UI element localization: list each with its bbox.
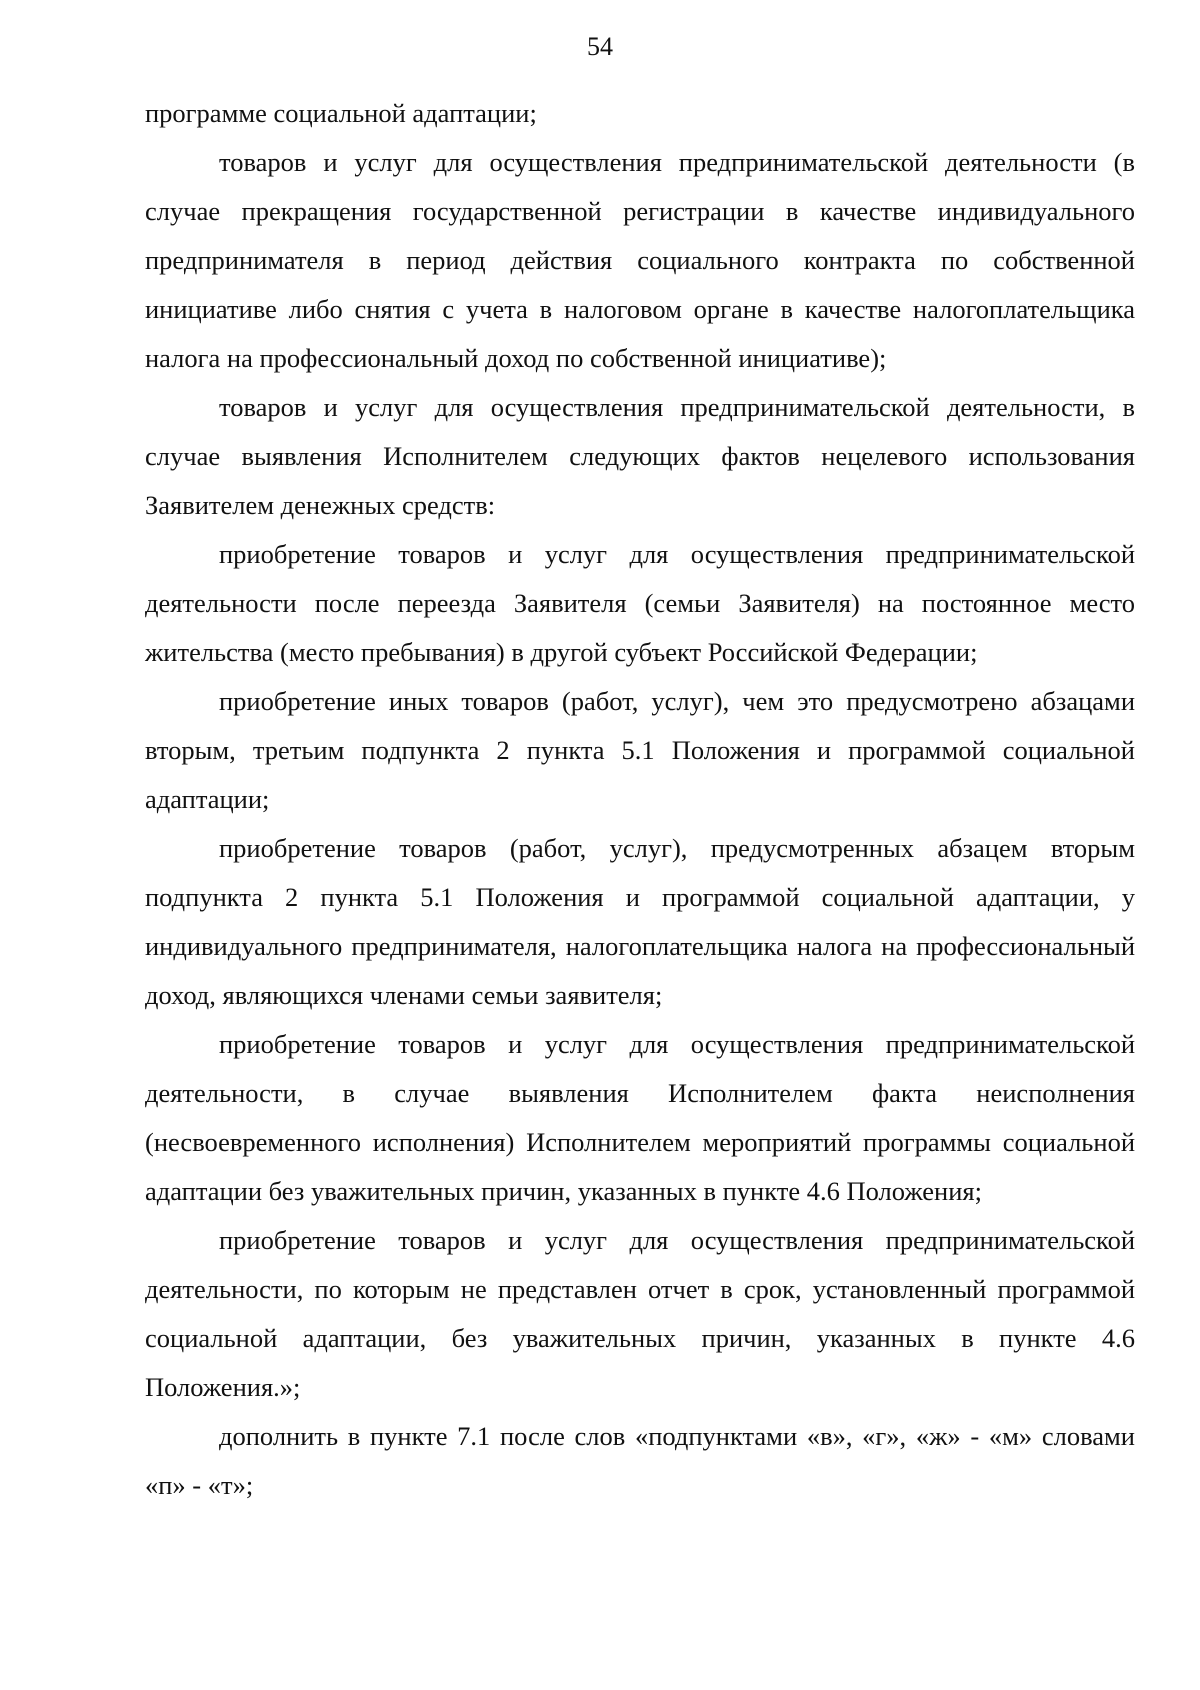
paragraph-8: приобретение товаров и услуг для осуществления предпринимательской деятельности, по которым не представлен отчет в срок, установленный программой социальной адаптации, без уважительных причин, указанных в пункте 4.6 Положения.»; xyxy=(145,1225,1135,1402)
paragraph-1: программе социальной адаптации; xyxy=(145,98,537,128)
paragraph-5: приобретение иных товаров (работ, услуг), чем это предусмотрено абзацами вторым, третьим подпункта 2 пункта 5.1 Положения и программой социальной адаптации; xyxy=(145,686,1135,814)
page-number: 54 xyxy=(587,32,613,61)
paragraph-6: приобретение товаров (работ, услуг), предусмотренных абзацем вторым подпункта 2 пункта 5.1 Положения и программой социальной адаптации, у индивидуального предпринимателя, налогоплательщика налога на профессиональный доход, являющихся членами семьи заявителя; xyxy=(145,833,1135,1010)
paragraph-9: дополнить в пункте 7.1 после слов «подпунктами «в», «г», «ж» - «м» словами «п» - «т»; xyxy=(145,1421,1135,1500)
paragraph-7: приобретение товаров и услуг для осуществления предпринимательской деятельности, в случае выявления Исполнителем факта неисполнения (несвоевременного исполнения) Исполнителем мероприятий программы социальной адаптации без уважительных причин, указанных в пункте 4.6 Положения; xyxy=(145,1029,1135,1206)
paragraph-2: товаров и услуг для осуществления предпринимательской деятельности (в случае прекращения государственной регистрации в качестве индивидуального предпринимателя в период действия социального контракта по собственной инициативе либо снятия с учета в налоговом органе в качестве налогоплательщика налога на профессиональный доход по собственной инициативе); xyxy=(145,147,1135,373)
paragraph-4: приобретение товаров и услуг для осуществления предпринимательской деятельности после переезда Заявителя (семьи Заявителя) на постоянное место жительства (место пребывания) в другой субъект Российской Федерации; xyxy=(145,539,1135,667)
document-body xyxy=(145,89,1135,1510)
paragraph-3: товаров и услуг для осуществления предпринимательской деятельности, в случае выявления Исполнителем следующих фактов нецелевого использования Заявителем денежных средств: xyxy=(145,392,1135,520)
